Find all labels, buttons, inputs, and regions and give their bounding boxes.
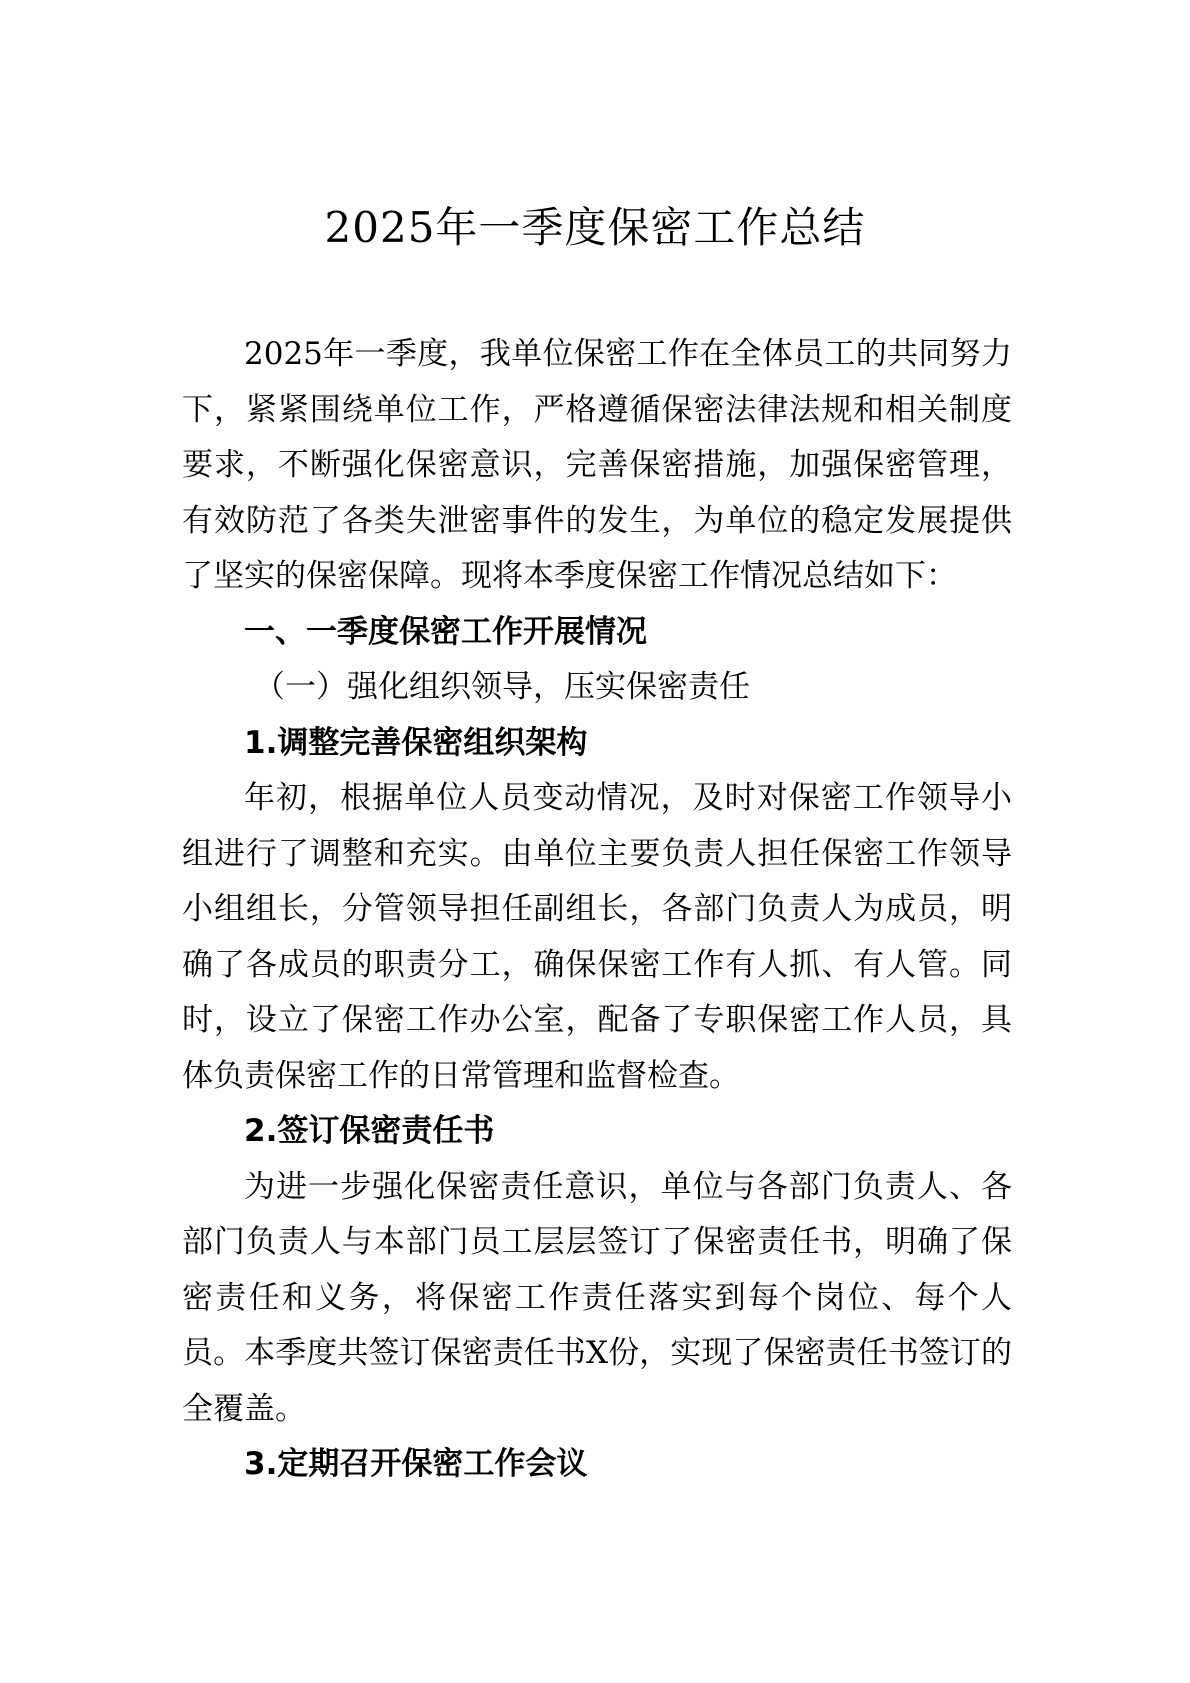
document-body [182,327,1012,1493]
item-heading-3: 3.定期召开保密工作会议 [244,1446,588,1482]
document-title: 2025年一季度保密工作总结 [324,203,866,252]
item-paragraph-1: 年初，根据单位人员变动情况，及时对保密工作领导小组进行了调整和充实。由单位主要负责人担任保密工作领导小组组长，分管领导担任副组长，各部门负责人为成员，明确了各成员的职责分工，确保保密工作有人抓、有人管。同时，设立了保密工作办公室，配备了专职保密工作人员，具体负责保密工作的日常管理和监督检查。 [182,780,1012,1094]
item-paragraph-2: 为进一步强化保密责任意识，单位与各部门负责人、各部门负责人与本部门员工层层签订了保密责任书，明确了保密责任和义务，将保密工作责任落实到每个岗位、每个人员。本季度共签订保密责任书X份，实现了保密责任书签订的全覆盖。 [182,1168,1012,1427]
subsection-heading-1: （一）强化组织领导，压实保密责任 [254,669,750,705]
item-heading-1: 1.调整完善保密组织架构 [244,724,588,761]
section-heading-1: 一、一季度保密工作开展情况 [244,613,647,650]
intro-paragraph: 2025年一季度，我单位保密工作在全体员工的共同努力下，紧紧围绕单位工作，严格遵循保密法律法规和相关制度要求，不断强化保密意识，完善保密措施，加强保密管理，有效防范了各类失泄密事件的发生，为单位的稳定发展提供了坚实的保密保障。现将本季度保密工作情况总结如下： [182,336,1012,594]
item-heading-2: 2.签订保密责任书 [244,1113,495,1149]
